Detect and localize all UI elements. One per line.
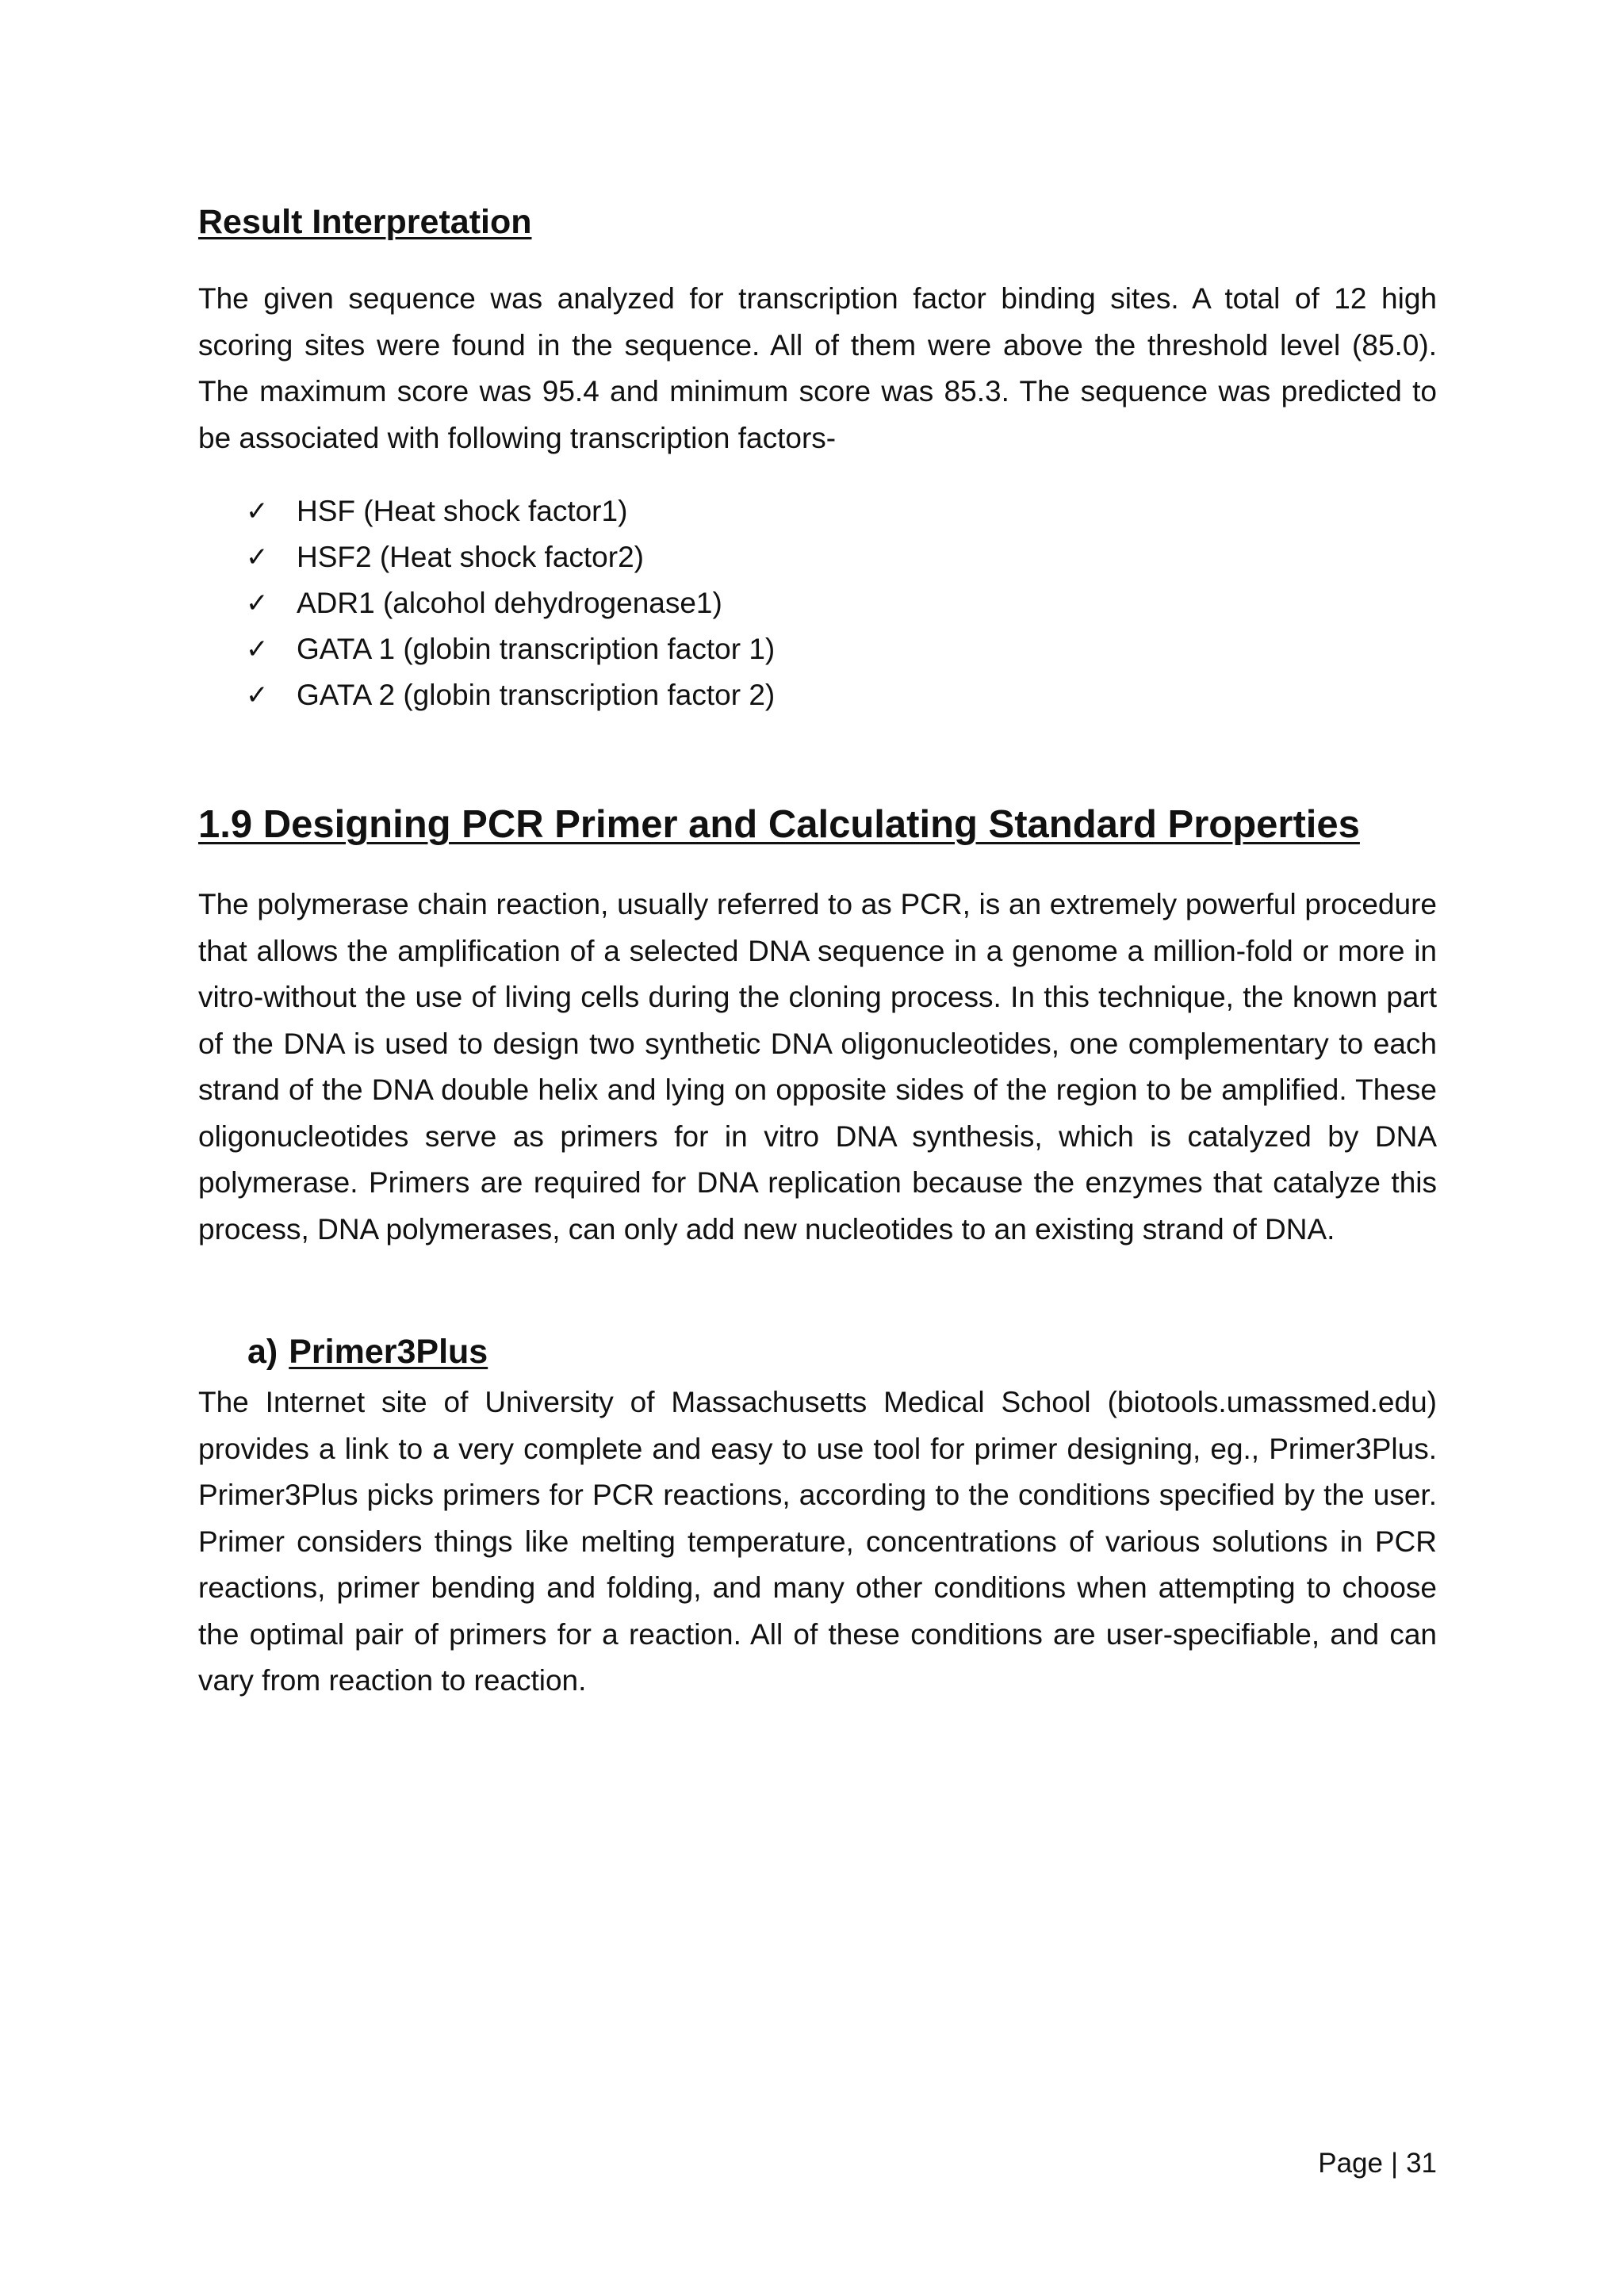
list-item [246, 534, 775, 580]
checkmark-icon: ✓ [246, 541, 269, 573]
result-interpretation-heading: Result Interpretation [198, 203, 532, 241]
page-label: Page [1318, 2148, 1383, 2179]
transcription-factor-list [246, 488, 775, 718]
list-item [246, 672, 775, 718]
list-item-text: GATA 1 (globin transcription factor 1) [297, 633, 776, 665]
checkmark-icon: ✓ [246, 679, 269, 711]
checkmark-icon: ✓ [246, 496, 269, 527]
list-item [246, 488, 775, 534]
pcr-primer-section-heading: 1.9 Designing PCR Primer and Calculating Standard Properties [198, 803, 1360, 846]
primer3plus-paragraph: The Internet site of University of Massachusetts Medical School (biotools.umassmed.edu) provides a link to a very complete and easy to use tool for primer designing, eg., Primer3Plus. Primer3Plus picks primers for PCR reactions, according to the conditions specified by the user. Primer considers things like melting temperature, concentrations of various solutions in PCR reactions, primer bending and folding, and many other conditions when attempting to choose the optimal pair of primers for a reaction. All of these conditions are user-specifiable, and can vary from reaction to reaction. [198, 1386, 1437, 1697]
list-item [246, 580, 775, 626]
subheading-label: a) [247, 1333, 278, 1371]
page-number: 31 [1406, 2148, 1437, 2179]
list-item-text: GATA 2 (globin transcription factor 2) [297, 679, 776, 711]
checkmark-icon: ✓ [246, 633, 269, 665]
page-footer [1318, 2144, 1437, 2183]
list-item [246, 626, 775, 672]
list-item-text: ADR1 (alcohol dehydrogenase1) [297, 587, 722, 619]
list-item-text: HSF (Heat shock factor1) [297, 495, 628, 527]
checkmark-icon: ✓ [246, 587, 269, 619]
pcr-paragraph: The polymerase chain reaction, usually referred to as PCR, is an extremely powerful procedure that allows the amplification of a selected DNA sequence in a genome a million-fold or more in vitro-without the use of living cells during the cloning process. In this technique, the known part of the DNA is used to design two synthetic DNA oligonucleotides, one complementary to each strand of the DNA double helix and lying on opposite sides of the region to be amplified. These oligonucleotides serve as primers for in vitro DNA synthesis, which is catalyzed by DNA polymerase. Primers are required for DNA replication because the enzymes that catalyze this process, DNA polymerases, can only add new nucleotides to an existing strand of DNA. [198, 888, 1437, 1246]
document-page [198, 0, 1437, 2296]
list-item-text: HSF2 (Heat shock factor2) [297, 541, 644, 573]
subheading-title: Primer3Plus [289, 1333, 488, 1371]
page-separator: | [1390, 2148, 1399, 2179]
primer3plus-subheading [247, 1329, 488, 1375]
result-paragraph: The given sequence was analyzed for transcription factor binding sites. A total of 12 high scoring sites were found in the sequence. All of them were above the threshold level (85.0). The maximum score was 95.4 and minimum score was 85.3. The sequence was predicted to be associated with following transcription factors- [198, 282, 1437, 454]
